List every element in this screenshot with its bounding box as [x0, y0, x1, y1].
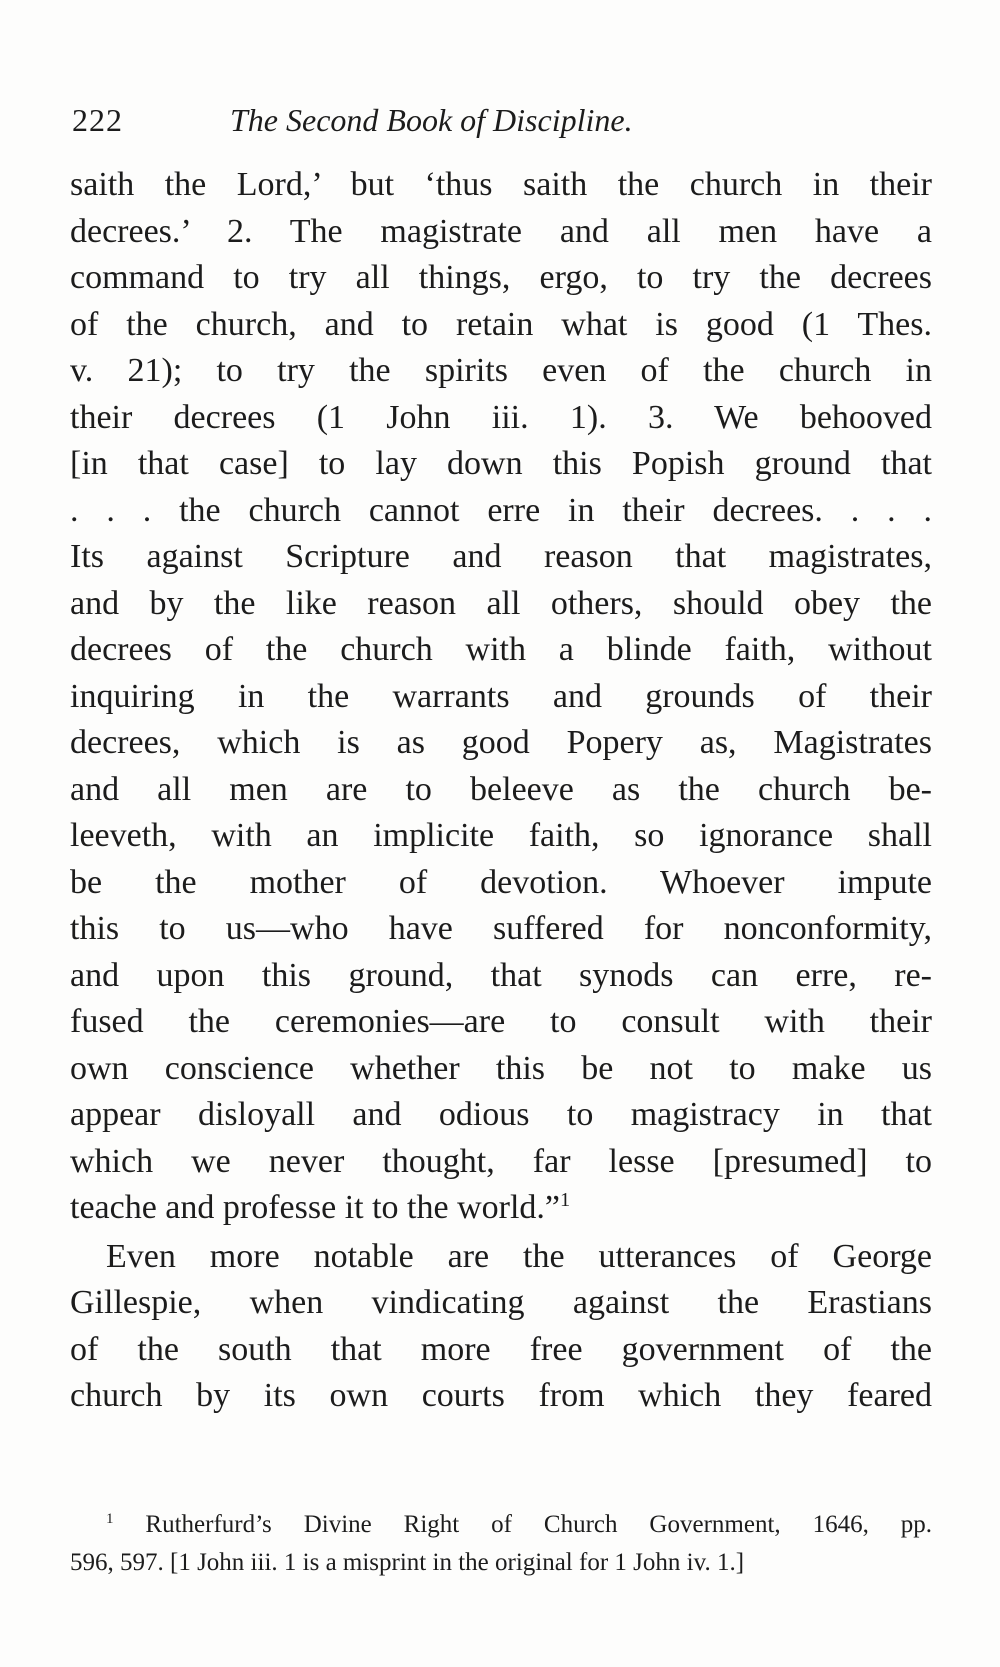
footnote-text: Rutherfurd’s Divine Right of Church Government, 1646, pp.: [145, 1511, 932, 1538]
text-line: their decrees (1 John iii. 1). 3. We behooved: [70, 398, 932, 436]
running-title: The Second Book of Discipline.: [230, 102, 633, 138]
footnote-reference: 1: [559, 1188, 571, 1211]
text-line: appear disloyall and odious to magistracy in that: [70, 1096, 932, 1133]
text-line: . . . the church cannot erre in their decrees. . . .: [70, 491, 932, 529]
text-line: of the church, and to retain what is good (1 Thes.: [70, 305, 932, 343]
page-number: 222: [72, 102, 123, 138]
running-head: [72, 98, 932, 142]
text-line: and upon this ground, that synods can erre, re-: [70, 956, 932, 994]
text-line: which we never thought, far lesse [presumed] to: [70, 1142, 932, 1180]
text-line: inquiring in the warrants and grounds of their: [70, 677, 932, 715]
footnote-line: 596, 597. [1 John iii. 1 is a misprint in the original for 1 John iv. 1.]: [70, 1549, 745, 1576]
text-line: Even more notable are the utterances of George: [106, 1237, 932, 1275]
text-line: leeveth, with an implicite faith, so ignorance shall: [70, 817, 932, 854]
text-line: this to us—who have suffered for nonconformity,: [70, 910, 932, 947]
text-line: decrees, which is as good Popery as, Magistrates: [70, 724, 932, 761]
footnote-line: [70, 1506, 932, 1544]
text-line: [in that case] to lay down this Popish ground that: [70, 445, 932, 482]
text-line: Its against Scripture and reason that magistrates,: [70, 538, 932, 575]
footnote-marker: 1: [106, 1511, 114, 1527]
text-line: own conscience whether this be not to make us: [70, 1049, 932, 1087]
text-line: of the south that more free government of the: [70, 1330, 932, 1368]
text-line: decrees of the church with a blinde faith, without: [70, 631, 932, 668]
text-line: v. 21); to try the spirits even of the church in: [70, 352, 932, 389]
body-text: [70, 162, 932, 1420]
text-line: be the mother of devotion. Whoever impute: [70, 863, 932, 901]
text-line-with-footnote-ref: [70, 1185, 932, 1232]
text-line: teache and professe it to the world.”: [70, 1189, 560, 1226]
footnote: [70, 1506, 932, 1582]
text-line: decrees.’ 2. The magistrate and all men have a: [70, 212, 932, 250]
text-line: saith the Lord,’ but ‘thus saith the church in their: [70, 166, 932, 203]
text-line: command to try all things, ergo, to try the decrees: [70, 259, 932, 296]
text-line: church by its own courts from which they feared: [70, 1377, 932, 1414]
text-line: and all men are to beleeve as the church be-: [70, 770, 932, 808]
text-line: fused the ceremonies—are to consult with their: [70, 1003, 932, 1040]
text-line: Gillespie, when vindicating against the Erastians: [70, 1284, 932, 1321]
text-line: and by the like reason all others, should obey the: [70, 584, 932, 622]
